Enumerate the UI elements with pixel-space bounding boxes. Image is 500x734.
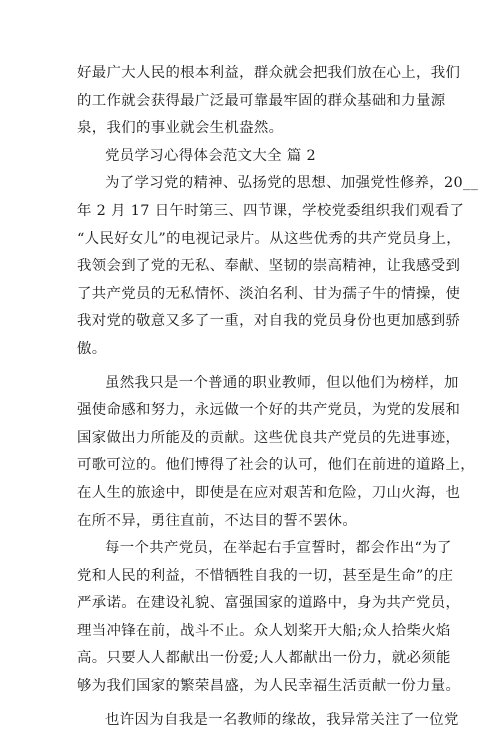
text-line: 够为我们国家的繁荣昌盛，为人民幸福生活贡献一份力量。 bbox=[77, 678, 461, 695]
text-line: 严承诺。在建设礼貌、富强国家的道路中，身为共产党员， bbox=[77, 595, 461, 612]
paragraph-1 bbox=[77, 170, 479, 363]
text-line: 的工作就会获得最广泛最可靠最牢固的群众基础和力量源 bbox=[77, 92, 446, 109]
paragraph-2 bbox=[77, 370, 475, 536]
text-line: 国家做出力所能及的贡献。这些优良共产党员的先进事迹， bbox=[77, 429, 461, 446]
text-line: 年 2 月 17 日午时第三、四节课，学校党委组织我们观看了 bbox=[77, 202, 465, 219]
section-heading bbox=[77, 143, 431, 171]
text-line: 我领会到了党的无私、奉献、坚韧的崇高精神，让我感受到 bbox=[77, 258, 461, 275]
paragraph-3 bbox=[77, 535, 461, 701]
text-line: 好最广大人民的根本利益，群众就会把我们放在心上，我们 bbox=[77, 65, 461, 81]
text-line: 理当冲锋在前，战斗不止。众人划桨开大船;众人拾柴火焰 bbox=[77, 622, 451, 639]
text-line: 在所不异，勇往直前，不达目的誓不罢休。 bbox=[77, 512, 358, 529]
paragraph-intro bbox=[77, 60, 461, 143]
heading-text: 党员学习心得体会范文大全 篇 2 bbox=[105, 147, 316, 164]
text-line: 强使命感和努力，永远做一个好的共产党员，为党的发展和 bbox=[77, 402, 461, 419]
text-line: 在人生的旅途中，即使是在应对艰苦和危险，刀山火海，也 bbox=[77, 484, 461, 501]
text-line: 为了学习党的精神、弘扬党的思想、加强党性修养，20__ bbox=[105, 175, 479, 192]
text-line: 我对党的敬意又多了一重，对自我的党员身份也更加感到骄 bbox=[77, 313, 461, 330]
text-line: 泉，我们的事业就会生机盎然。 bbox=[77, 120, 284, 137]
document-body bbox=[77, 60, 479, 734]
text-line: “人民好女儿”的电视记录片。从这些优秀的共产党员身上， bbox=[77, 230, 461, 247]
text-line: 高。只要人人都献出一份爱;人人都献出一份力，就必须能 bbox=[77, 650, 451, 667]
text-line: 虽然我只是一个普通的职业教师，但以他们为榜样，加 bbox=[105, 374, 459, 391]
paragraph-4 bbox=[77, 707, 459, 734]
text-line: 傲。 bbox=[77, 340, 107, 357]
text-line: 了共产党员的无私情怀、淡泊名利、甘为孺子牛的情操，使 bbox=[77, 285, 461, 302]
text-line: 每一个共产党员，在举起右手宣誓时，都会作出“为了 bbox=[105, 540, 452, 557]
text-line: 党和人民的利益，不惜牺牲自我的一切，甚至是生命”的庄 bbox=[77, 567, 454, 584]
text-line: 可歌可泣的。他们博得了社会的认可，他们在前进的道路上， bbox=[77, 457, 475, 474]
text-line: 也许因为自我是一名教师的缘故，我异常关注了一位党 bbox=[105, 711, 459, 728]
